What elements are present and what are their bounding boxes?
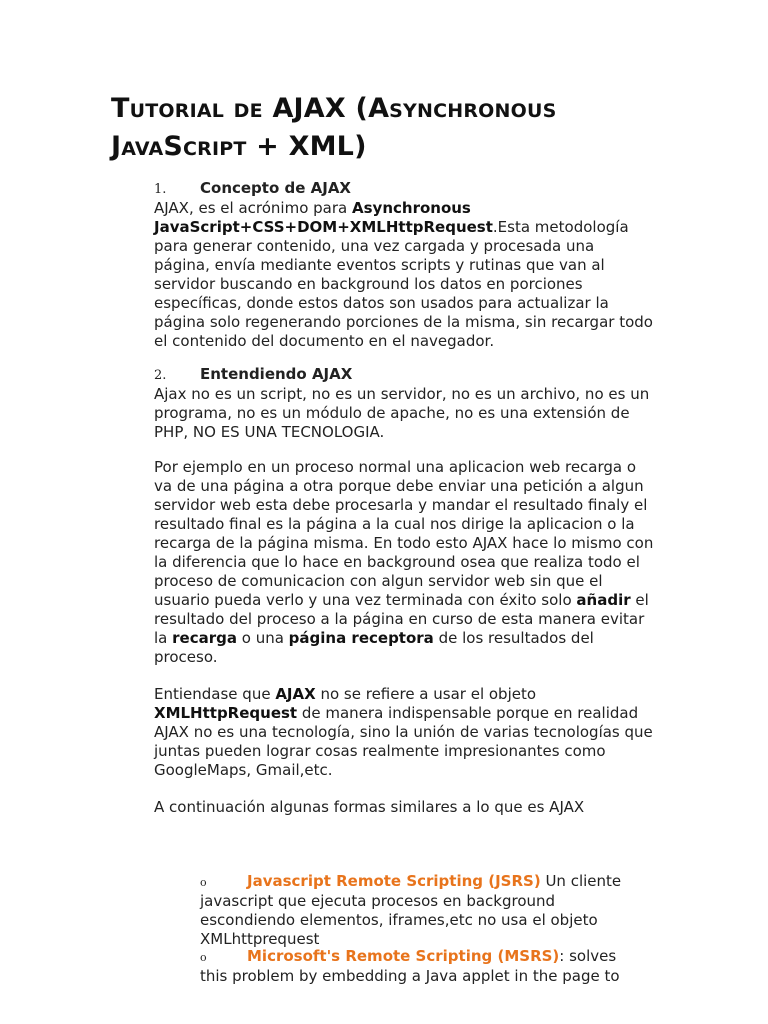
section-1 — [154, 179, 654, 351]
section-2-paragraph-1: Ajax no es un script, no es un servidor, no es un archivo, no es un programa, no es un módulo de apache, no es una extensión de PHP, NO ES UNA TECNOLOGIA. — [154, 385, 650, 441]
section-1-heading: 1. Concepto de AJAX — [154, 179, 351, 197]
section-2-heading: 2. Entendiendo AJAX — [154, 365, 353, 383]
bullet-jsrs: o Javascript Remote Scripting (JSRS) Un cliente javascript que ejecuta procesos en background escondiendo elementos, iframes,etc no usa el objeto XMLhttprequest — [200, 872, 622, 948]
bullet-marker: o — [200, 876, 207, 889]
section-2 — [154, 365, 654, 442]
link-msrs[interactable]: Microsoft's Remote Scripting (MSRS) — [247, 947, 560, 965]
link-jsrs[interactable]: Javascript Remote Scripting (JSRS) — [247, 872, 541, 890]
bullet-msrs: o Microsoft's Remote Scripting (MSRS): solves this problem by embedding a Java applet in the page to — [200, 947, 620, 985]
bullet-marker: o — [200, 951, 207, 964]
section-1-paragraph: AJAX, es el acrónimo para Asynchronous JavaScript+CSS+DOM+XMLHttpRequest.Esta metodología para generar contenido, una vez cargada y procesada una página, envía mediante eventos scripts y rutinas que van al servidor buscando en background los datos en porciones específicas, donde estos datos son usados para actualizar la página solo regenerando porciones de la misma, sin recargar todo el contenido del documento en el navegador. — [154, 199, 653, 350]
section-2-paragraph-4: A continuación algunas formas similares a lo que es AJAX — [154, 798, 585, 816]
page-title: Tutorial de AJAX (Asynchronous JavaScript + XML) — [111, 93, 557, 162]
section-2-paragraph-3: Entiendase que AJAX no se refiere a usar el objeto XMLHttpRequest de manera indispensable porque en realidad AJAX no es una tecnología, sino la unión de varias tecnologías que juntas pueden lograr cosas realmente impresionantes como GoogleMaps, Gmail,etc. — [154, 685, 653, 779]
section-2-paragraph-2: Por ejemplo en un proceso normal una aplicacion web recarga o va de una página a otra porque debe enviar una petición a algun servidor web esta debe procesarla y mandar el resultado finaly el resultado final es la página a la cual nos dirige la aplicacion o la recarga de la página misma. En todo esto AJAX hace lo mismo con la diferencia que lo hace en background osea que realiza todo el proceso de comunicacion con algun servidor web sin que el usuario pueda verlo y una vez terminada con éxito solo añadir el resultado del proceso a la página en curso de esta manera evitar la recarga o una página receptora de los resultados del proceso. — [154, 458, 654, 666]
